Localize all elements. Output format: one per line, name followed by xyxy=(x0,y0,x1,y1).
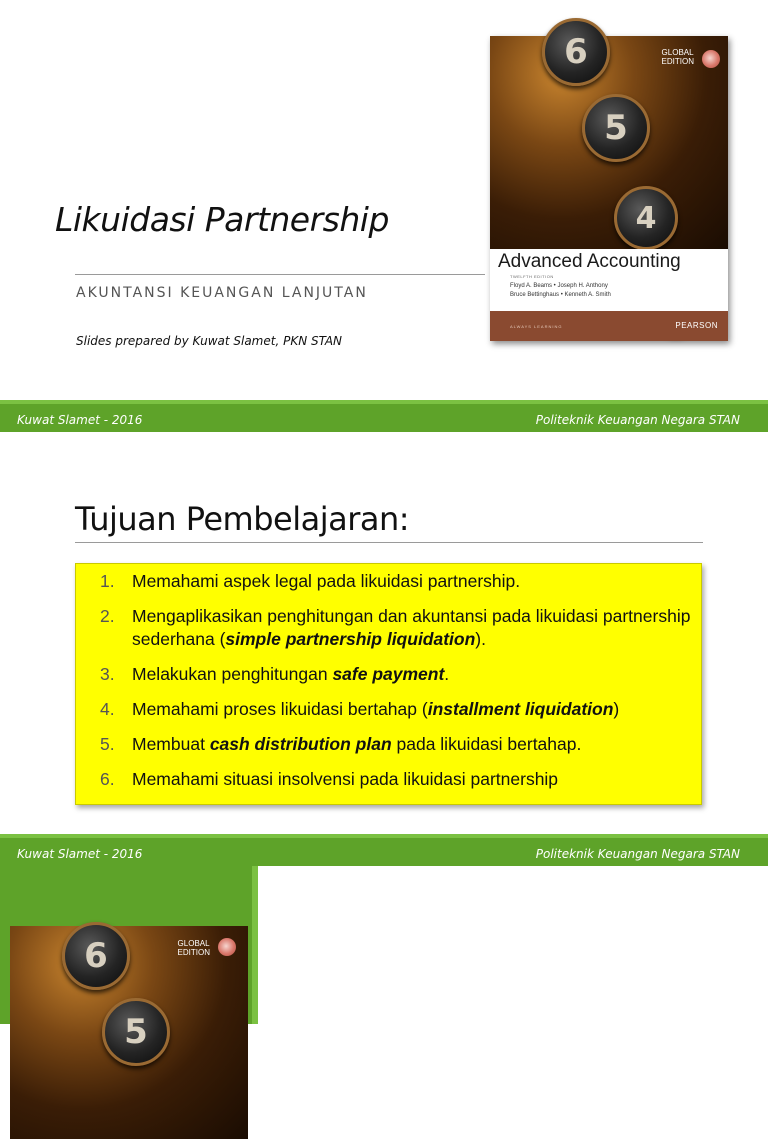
objective-item xyxy=(76,698,701,721)
objective-emphasis: installment liquidation xyxy=(427,699,614,719)
key-5-icon: 5 xyxy=(102,998,170,1066)
key-5-icon: 5 xyxy=(582,94,650,162)
book-cover-image xyxy=(490,32,728,341)
key-4-icon: 4 xyxy=(614,186,678,250)
objective-text-end: . xyxy=(444,664,450,684)
publisher-logo: PEARSON xyxy=(675,321,718,330)
objective-text-end: ) xyxy=(613,699,620,719)
badge-line-2: EDITION xyxy=(661,57,694,66)
book-cover-image-small xyxy=(10,926,248,1052)
objective-text: Membuat xyxy=(132,734,210,754)
edition-swirl-icon xyxy=(702,50,720,68)
slide-credit: Slides prepared by Kuwat Slamet, PKN STAN xyxy=(76,334,343,348)
always-learning-text: ALWAYS LEARNING xyxy=(510,324,563,329)
objective-item xyxy=(76,768,701,791)
badge-line-2: EDITION xyxy=(177,948,210,957)
objectives-box xyxy=(75,563,702,805)
objective-item xyxy=(76,570,701,593)
book-authors-2: Bruce Bettinghaus • Kenneth A. Smith xyxy=(510,292,611,298)
footer-author: Kuwat Slamet - 2016 xyxy=(17,847,143,861)
footer-institution: Politeknik Keuangan Negara STAN xyxy=(535,413,740,427)
objective-emphasis: simple partnership liquidation xyxy=(225,629,476,649)
cover-publisher-band xyxy=(490,311,728,341)
footer-author: Kuwat Slamet - 2016 xyxy=(17,413,143,427)
cover-title-box xyxy=(490,249,728,311)
global-edition-badge xyxy=(662,48,694,66)
slide3-green-edge xyxy=(252,866,258,1024)
key-6-icon: 6 xyxy=(542,18,610,86)
objective-text: Memahami proses likuidasi bertahap ( xyxy=(132,699,428,719)
key-6-icon: 6 xyxy=(62,922,130,990)
objective-emphasis: safe payment xyxy=(332,664,445,684)
objectives-divider xyxy=(75,542,703,543)
objective-text-end: pada likuidasi bertahap. xyxy=(391,734,582,754)
footer-institution: Politeknik Keuangan Negara STAN xyxy=(535,847,740,861)
slide-footer xyxy=(0,400,768,432)
badge-line-1: GLOBAL xyxy=(177,939,210,948)
objective-item xyxy=(76,663,701,686)
objective-item xyxy=(76,733,701,756)
objective-text: Mengaplikasikan penghitungan dan akuntansi pada likuidasi partnership sederhana ( xyxy=(132,606,691,649)
slide-footer xyxy=(0,834,768,866)
objective-number: 2. xyxy=(100,606,115,626)
slide-subtitle: AKUNTANSI KEUANGAN LANJUTAN xyxy=(76,285,368,301)
objectives-title: Tujuan Pembelajaran: xyxy=(75,500,410,538)
book-edition: TWELFTH EDITION xyxy=(510,274,554,279)
objective-item xyxy=(76,605,701,651)
objective-number: 6. xyxy=(100,769,115,789)
title-divider xyxy=(75,274,485,275)
objective-text: Memahami situasi insolvensi pada likuidasi partnership xyxy=(132,769,559,789)
global-edition-badge xyxy=(178,939,210,957)
objective-text: Memahami aspek legal pada likuidasi partnership. xyxy=(132,571,521,591)
objective-number: 4. xyxy=(100,699,115,719)
objective-number: 3. xyxy=(100,664,115,684)
badge-line-1: GLOBAL xyxy=(661,48,694,57)
edition-swirl-icon xyxy=(218,938,236,956)
typewriter-keys-photo xyxy=(490,32,728,249)
slide-title: Likuidasi Partnership xyxy=(55,200,389,239)
book-authors-1: Floyd A. Beams • Joseph H. Anthony xyxy=(510,283,608,289)
objective-number: 5. xyxy=(100,734,115,754)
objectives-list xyxy=(76,568,701,803)
typewriter-keys-photo xyxy=(10,926,248,1139)
objective-text: Melakukan penghitungan xyxy=(132,664,333,684)
objective-emphasis: cash distribution plan xyxy=(209,734,392,754)
objective-text-end: ). xyxy=(475,629,486,649)
objective-number: 1. xyxy=(100,571,115,591)
book-title: Advanced Accounting xyxy=(498,251,681,272)
